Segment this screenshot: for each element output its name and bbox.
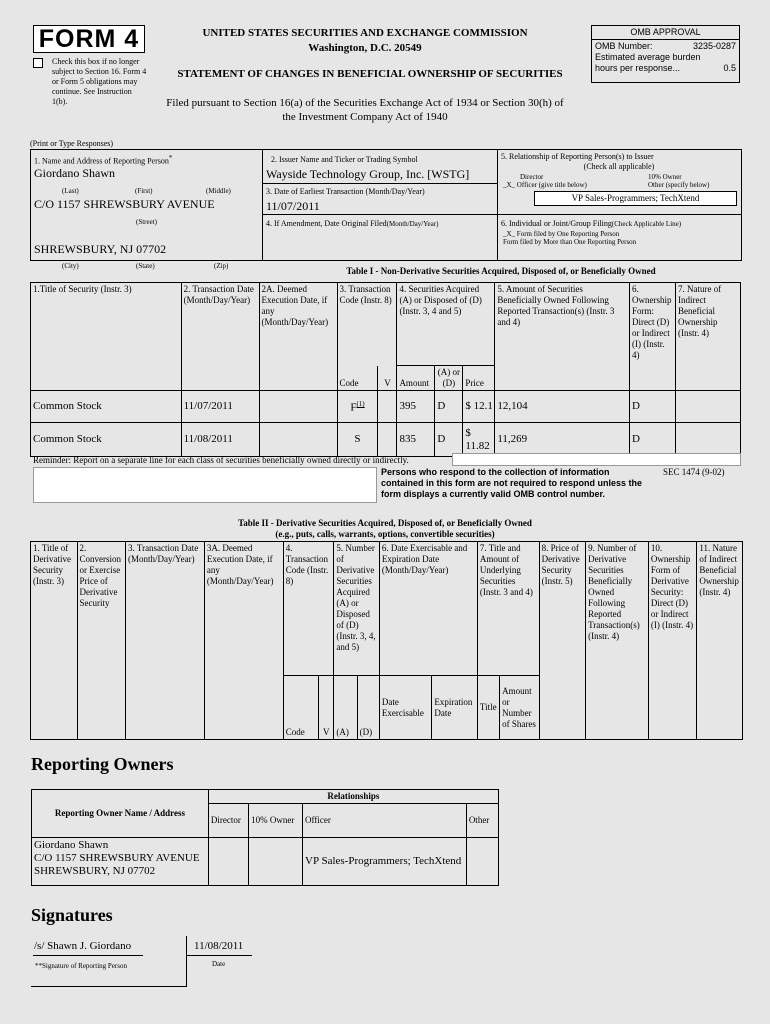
box6-label: 6. Individual or Joint/Group Filing(Check Applicable Line) [501, 219, 682, 228]
t2-header-number: 5. Number of Derivative Securities Acquired (A) or Disposed of (D) (Instr. 3, 4, and 5) [334, 542, 380, 676]
t1-sub-amount: Amount [397, 366, 435, 391]
persons-notice: Persons who respond to the collection of information contained in this form are not required to respond unless the form displays a currently valid OMB control number. [381, 467, 643, 499]
t2-header-price: 8. Price of Derivative Security (Instr. 5) [539, 542, 586, 740]
t2-sub-exercisable: Date Exercisable [379, 676, 432, 740]
t1-r1-code: $F^{(1)}$ [337, 391, 378, 423]
t2-header-title: 1. Title of Derivative Security (Instr. 3) [31, 542, 78, 740]
sec-code: SEC 1474 (9-02) [663, 467, 725, 477]
t1-header-acquired: 4. Securities Acquired (A) or Disposed of (D) (Instr. 3, 4 and 5) [397, 283, 495, 366]
t1-header-code: 3. Transaction Code (Instr. 8) [337, 283, 397, 366]
t1-r1-aord: D [435, 391, 463, 423]
t2-header-underlying: 7. Title and Amount of Underlying Securities (Instr. 3 and 4) [477, 542, 539, 676]
signatures-heading: Signatures [31, 905, 113, 925]
t1-header-title: 1.Title of Security (Instr. 3) [31, 283, 182, 391]
t1-header-date: 2. Transaction Date (Month/Day/Year) [181, 283, 259, 391]
t1-sub-v: V [378, 366, 397, 391]
box5-label: 5. Relationship of Reporting Person(s) to Issuer [501, 152, 654, 161]
t1-r1-title: Common Stock [31, 391, 182, 423]
t2-header-exercisable: 6. Date Exercisable and Expiration Date (Month/Day/Year) [379, 542, 477, 676]
ten-percent-owner-header: 10% Owner [249, 804, 303, 838]
t1-r2-nature [676, 423, 741, 457]
checkbox-instructions: Check this box if no longer subject to Section 16. Form 4 or Form 5 obligations may continue. See Instruction 1(b). [52, 57, 147, 106]
t1-r1-price: $ 12.1 [463, 391, 495, 423]
t2-header-conversion: 2. Conversion or Exercise Price of Derivative Security [77, 542, 126, 740]
ten-percent-owner-option[interactable]: 10% Owner [648, 173, 682, 181]
filed-pursuant-line1: Filed pursuant to Section 16(a) of the Securities Exchange Act of 1934 or Section 30(h) of [166, 97, 564, 109]
director-header: Director [208, 804, 248, 838]
t1-r1-v [378, 391, 397, 423]
signature-text: /s/ Shawn J. Giordano [34, 940, 132, 952]
print-or-type: (Print or Type Responses) [30, 139, 114, 148]
last-label: (Last) [62, 187, 79, 195]
t1-r2-code: S [337, 423, 378, 457]
table2-subtitle: (e.g., puts, calls, warrants, options, convertible securities) [275, 529, 495, 539]
omb-title: OMB APPROVAL [592, 26, 739, 40]
officer-header: Officer [303, 804, 467, 838]
omb-hours-label: hours per response... [595, 63, 681, 73]
table2-derivative [30, 541, 743, 740]
t1-r1-amount: 395 [397, 391, 435, 423]
reporting-owners-heading: Reporting Owners [31, 754, 174, 774]
t1-r2-title: Common Stock [31, 423, 182, 457]
t1-header-form: 6. Ownership Form: Direct (D) or Indirect (I) (Instr. 4) [630, 283, 676, 391]
zip-label: (Zip) [214, 262, 229, 270]
omb-hours-value: 0.5 [723, 63, 736, 73]
state-label: (State) [136, 262, 155, 270]
omb-number-label: OMB Number: [595, 41, 653, 51]
t2-sub-v: V [319, 676, 334, 740]
filing-option-one[interactable]: _X_ Form filed by One Reporting Person [503, 230, 620, 238]
reporting-person-name[interactable]: Giordano Shawn [34, 166, 115, 180]
omb-number-value: 3235-0287 [692, 41, 736, 51]
t1-header-nature: 7. Nature of Indirect Beneficial Ownership (Instr. 4) [676, 283, 741, 391]
other-header: Other [466, 804, 498, 838]
relationships-header: Relationships [208, 790, 498, 804]
first-label: (First) [135, 187, 153, 195]
table1-non-derivative [30, 282, 741, 457]
t2-sub-a: (A) [334, 676, 357, 740]
owner-city: SHREWSBURY, NJ 07702 [34, 865, 156, 877]
t1-sub-price: Price [463, 366, 495, 391]
t1-r2-amount: 835 [397, 423, 435, 457]
owner-other-cell [466, 838, 498, 886]
t1-sub-code: Code [337, 366, 378, 391]
other-option[interactable]: Other (specify below) [648, 181, 710, 189]
director-option[interactable]: Director [520, 173, 544, 181]
agency-name: UNITED STATES SECURITIES AND EXCHANGE COMMISSION [202, 27, 528, 39]
t2-sub-title: Title [477, 676, 499, 740]
table-row [32, 838, 499, 886]
street-label: (Street) [136, 218, 157, 226]
t2-sub-d: (D) [357, 676, 379, 740]
t2-header-code: 4. Transaction Code (Instr. 8) [283, 542, 334, 676]
signature-label: **Signature of Reporting Person [35, 962, 127, 970]
t1-r2-owned: 11,269 [495, 423, 630, 457]
t2-sub-expiration: Expiration Date [432, 676, 478, 740]
t1-sub-aord: (A) or (D) [435, 366, 463, 391]
reporting-person-address[interactable]: C/O 1157 SHREWSBURY AVENUE [34, 197, 215, 211]
t1-header-amount-owned: 5. Amount of Securities Beneficially Owned Following Reported Transaction(s) (Instr. 3 and 4) [495, 283, 630, 391]
reporting-owners-table [31, 789, 499, 886]
no-longer-subject-checkbox[interactable] [33, 58, 43, 68]
box3-label: 3. Date of Earliest Transaction (Month/Day/Year) [266, 187, 425, 196]
reporting-person-city-state[interactable]: SHREWSBURY, NJ 07702 [34, 242, 167, 256]
filing-option-group[interactable]: Form filed by More than One Reporting Person [503, 238, 637, 246]
owner-name: Giordano Shawn [34, 839, 109, 851]
date-label: Date [212, 960, 226, 968]
t2-sub-amount: Amount or Number of Shares [500, 676, 539, 740]
reminder-field[interactable] [452, 453, 741, 466]
notice-field[interactable] [33, 467, 377, 503]
t1-r2-price: $ 11.82 [463, 423, 495, 457]
table2-title: Table II - Derivative Securities Acquired, Disposed of, or Beneficially Owned [238, 518, 532, 528]
t2-header-nature: 11. Nature of Indirect Beneficial Ownership (Instr. 4) [697, 542, 743, 740]
table1-title: Table I - Non-Derivative Securities Acquired, Disposed of, or Beneficially Owned [346, 266, 656, 276]
table-row [31, 391, 741, 423]
box5-sub: (Check all applicable) [583, 162, 655, 171]
reminder-text: Reminder: Report on a separate line for each class of securities beneficially owned directly or indirectly. [33, 455, 409, 465]
filed-pursuant-line2: the Investment Company Act of 1940 [282, 111, 448, 123]
t2-sub-code: Code [283, 676, 318, 740]
omb-burden-label: Estimated average burden [595, 52, 701, 62]
footnote-link[interactable]: (1) [356, 400, 365, 409]
owner-street: C/O 1157 SHREWSBURY AVENUE [34, 852, 200, 864]
statement-title: STATEMENT OF CHANGES IN BENEFICIAL OWNERSHIP OF SECURITIES [177, 68, 563, 80]
officer-option[interactable]: _X_ Officer (give title below) [503, 181, 587, 189]
owner-name-address [32, 838, 209, 886]
t1-r1-form: D [630, 391, 676, 423]
t1-r2-aord: D [435, 423, 463, 457]
owner-name-header: Reporting Owner Name / Address [32, 790, 209, 838]
t1-r2-deemed [259, 423, 337, 457]
agency-city: Washington, D.C. 20549 [308, 42, 422, 54]
city-label: (City) [62, 262, 79, 270]
issuer-name[interactable]: Wayside Technology Group, Inc. [WSTG] [266, 167, 470, 181]
omb-approval-box [591, 25, 740, 83]
t1-r2-v [378, 423, 397, 457]
t1-r1-owned: 12,104 [495, 391, 630, 423]
middle-label: (Middle) [206, 187, 231, 195]
t2-header-date: 3. Transaction Date (Month/Day/Year) [126, 542, 205, 740]
box2-label: 2. Issuer Name and Ticker or Trading Symbol [271, 155, 418, 164]
owner-officer-cell: VP Sales-Programmers; TechXtend [303, 838, 467, 886]
earliest-transaction-date[interactable]: 11/07/2011 [266, 199, 320, 213]
t2-header-owned: 9. Number of Derivative Securities Beneficially Owned Following Reported Transaction(s) (Instr. 4) [586, 542, 649, 740]
t1-header-deemed: 2A. Deemed Execution Date, if any (Month/Day/Year) [259, 283, 337, 391]
officer-title-field[interactable]: VP Sales-Programmers; TechXtend [534, 191, 737, 206]
t1-r1-deemed [259, 391, 337, 423]
box1-label: 1. Name and Address of Reporting Person* [34, 154, 173, 166]
box4-label: 4. If Amendment, Date Original Filed(Month/Day/Year) [266, 219, 439, 228]
t1-r2-date: 11/08/2011 [181, 423, 259, 457]
owner-ten-percent-cell [249, 838, 303, 886]
t2-header-form: 10. Ownership Form of Derivative Security: Direct (D) or Indirect (I) (Instr. 4) [648, 542, 697, 740]
t1-r1-date: 11/07/2011 [181, 391, 259, 423]
table-row [31, 423, 741, 457]
signature-date: 11/08/2011 [194, 940, 244, 952]
form-title: FORM 4 [33, 25, 145, 53]
t1-r2-form: D [630, 423, 676, 457]
t2-header-deemed: 3A. Deemed Execution Date, if any (Month/Day/Year) [204, 542, 283, 740]
t1-r1-nature [676, 391, 741, 423]
owner-director-cell [208, 838, 248, 886]
